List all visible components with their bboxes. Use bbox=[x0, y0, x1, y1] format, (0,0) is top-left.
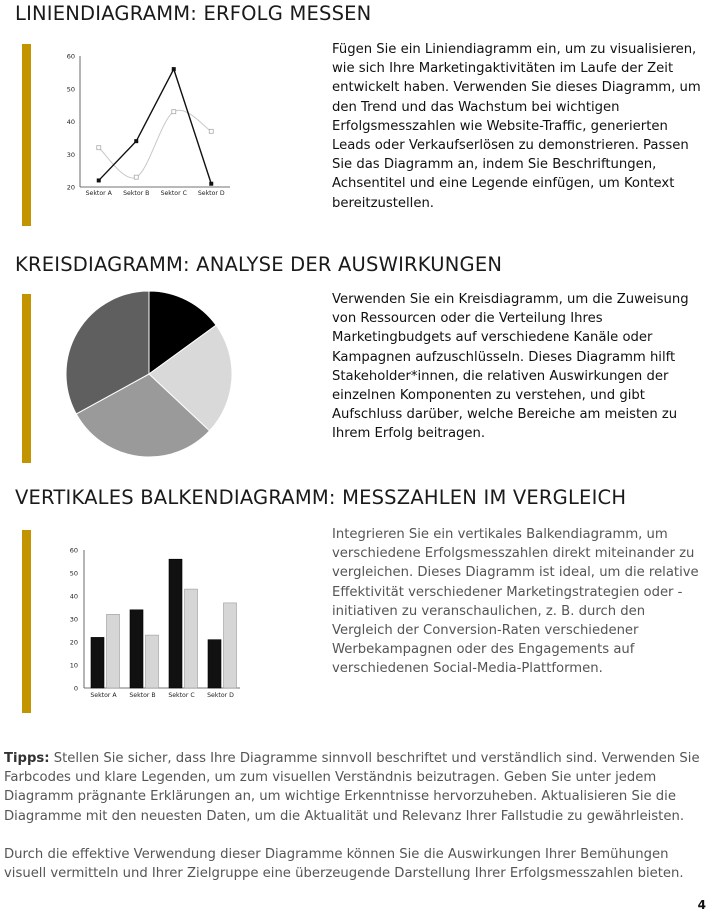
bar bbox=[169, 559, 182, 688]
tips-text: Stellen Sie sicher, dass Ihre Diagramme sinnvoll beschriftet und verständlich sind. Verwenden Sie Farbcodes und klare Legenden, um zum visuellen Verständnis beizutragen. Geben Sie unter jedem Diagramm prägnante Erklärungen an, um wichtige Erkenntnisse hervorzuheben. Aktualisieren Sie die Diagramme mit den neuesten Daten, um die Aktualität und Relevanz Ihrer Fallstudie zu gewährleisten. bbox=[4, 751, 700, 824]
x-tick-label: Sektor B bbox=[123, 190, 150, 197]
bar bbox=[130, 610, 143, 688]
y-tick-label: 50 bbox=[69, 569, 78, 578]
bar bbox=[208, 640, 221, 688]
bar bbox=[224, 603, 237, 688]
tips-paragraph bbox=[4, 749, 704, 826]
y-tick-label: 20 bbox=[66, 183, 75, 192]
data-point bbox=[172, 67, 176, 71]
y-tick-label: 30 bbox=[69, 615, 78, 624]
accent-bar bbox=[22, 530, 31, 713]
data-point bbox=[97, 146, 101, 150]
x-tick-label: Sektor A bbox=[90, 692, 117, 699]
y-tick-label: 20 bbox=[69, 638, 78, 647]
x-tick-label: Sektor C bbox=[168, 692, 195, 699]
y-tick-label: 0 bbox=[73, 684, 78, 693]
bar bbox=[107, 614, 120, 688]
page-number: 4 bbox=[697, 898, 706, 912]
y-tick-label: 50 bbox=[66, 85, 75, 94]
y-tick-label: 40 bbox=[69, 592, 78, 601]
section-text-bar-chart: Integrieren Sie ein vertikales Balkendiagramm, um verschiedene Erfolgsmesszahlen direkt miteinander zu vergleichen. Dieses Diagramm ist ideal, um die relative Effektivität verschiedener Marketingstrategien oder -initiativen zu veranschaulichen, z. B. durch den Vergleich der Conversion-Raten verschiedener Werbekampagnen oder des Engagements auf verschiedenen Social-Media-Plattformen. bbox=[332, 527, 699, 677]
x-tick-label: Sektor C bbox=[160, 190, 187, 197]
tips-block bbox=[4, 749, 704, 883]
tips-label: Tipps: bbox=[4, 751, 50, 766]
x-tick-label: Sektor A bbox=[85, 190, 112, 197]
section-title-bar-chart: VERTIKALES BALKENDIAGRAMM: MESSZAHLEN IM VERGLEICH bbox=[15, 486, 627, 509]
series-line bbox=[99, 110, 212, 178]
closing-paragraph: Durch die effektive Verwendung dieser Diagramme können Sie die Auswirkungen Ihrer Bemühungen visuell vermitteln und Ihrer Zielgruppe eine überzeugende Darstellung Ihrer Erfolgsmesszahlen bieten. bbox=[4, 846, 684, 882]
section-title-pie-chart: KREISDIAGRAMM: ANALYSE DER AUSWIRKUNGEN bbox=[15, 253, 503, 276]
pie-chart bbox=[60, 290, 240, 462]
y-tick-label: 60 bbox=[69, 546, 78, 555]
x-tick-label: Sektor B bbox=[129, 692, 156, 699]
accent-bar bbox=[22, 44, 31, 226]
y-tick-label: 60 bbox=[66, 52, 75, 61]
line-chart bbox=[60, 48, 240, 198]
bar bbox=[91, 637, 104, 688]
data-point bbox=[172, 110, 176, 114]
section-text-line-chart: Fügen Sie ein Liniendiagramm ein, um zu visualisieren, wie sich Ihre Marketingaktivitäten im Laufe der Zeit entwickelt haben. Verwenden Sie dieses Diagramm, um den Trend und das Wachstum bei wichtigen Erfolgsmesszahlen wie Website-Traffic, generierten Leads oder Verkaufserlösen zu demonstrieren. Passen Sie das Diagramm an, indem Sie Beschriftungen, Achsentitel und eine Legende einfügen, um Kontext bereitzustellen. bbox=[332, 42, 701, 211]
data-point bbox=[209, 182, 213, 186]
data-point bbox=[209, 129, 213, 133]
accent-bar bbox=[22, 294, 31, 463]
x-tick-label: Sektor D bbox=[197, 190, 225, 197]
y-tick-label: 40 bbox=[66, 118, 75, 126]
bar-chart bbox=[60, 543, 250, 705]
data-point bbox=[97, 178, 101, 182]
section-text-pie-chart: Verwenden Sie ein Kreisdiagramm, um die Zuweisung von Ressourcen oder die Verteilung Ihres Marketingbudgets auf verschiedene Kanäle oder Kampagnen aufzuschlüsseln. Dieses Diagramm hilft Stakeholder*innen, die relativen Auswirkungen der einzelnen Komponenten zu verstehen, und gibt Aufschluss darüber, welche Bereiche am meisten zu Ihrem Erfolg beitragen. bbox=[332, 292, 689, 442]
x-tick-label: Sektor D bbox=[207, 692, 234, 699]
data-point bbox=[134, 139, 138, 143]
section-title-line-chart: LINIENDIAGRAMM: ERFOLG MESSEN bbox=[15, 2, 372, 25]
bar bbox=[146, 635, 159, 688]
bar bbox=[185, 589, 198, 688]
y-tick-label: 10 bbox=[69, 661, 78, 670]
data-point bbox=[134, 175, 138, 179]
y-tick-label: 30 bbox=[66, 150, 75, 159]
